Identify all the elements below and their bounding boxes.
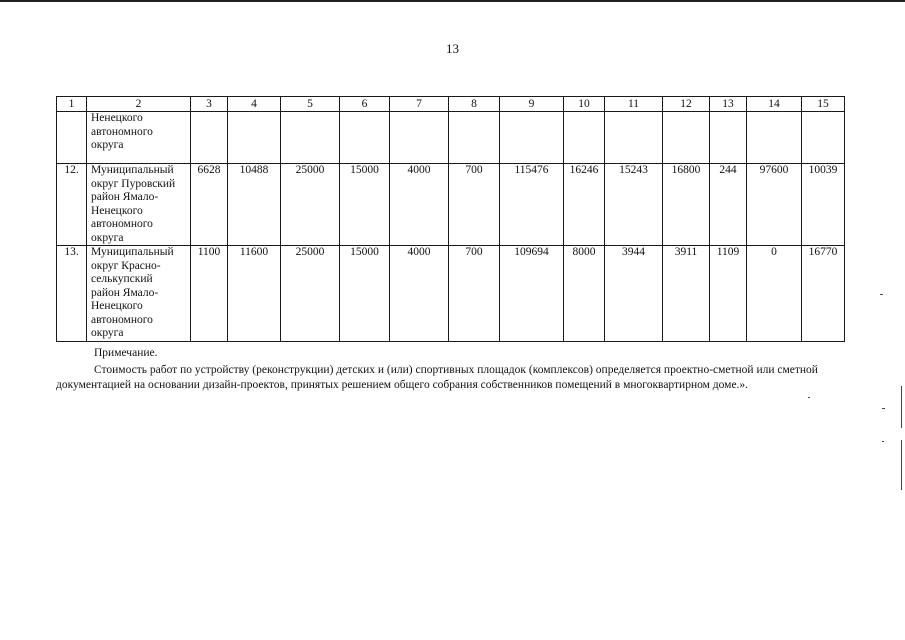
value-cell: 15000 bbox=[340, 164, 390, 246]
column-number-header: 15 bbox=[802, 97, 845, 112]
table-row bbox=[57, 164, 845, 246]
municipality-name-line: округ Пуровский bbox=[91, 177, 176, 190]
scan-speck bbox=[901, 386, 902, 428]
column-number-header: 8 bbox=[449, 97, 500, 112]
municipality-name-line: Муниципальный bbox=[91, 164, 174, 176]
value-cell: 15243 bbox=[605, 164, 663, 246]
municipality-name-line: округа bbox=[91, 231, 124, 244]
value-cell: 10039 bbox=[802, 164, 845, 246]
municipality-name-cell bbox=[87, 246, 191, 342]
municipality-name-line: округа bbox=[91, 139, 124, 151]
municipality-name-line: район Ямало- bbox=[91, 286, 159, 299]
scan-speck bbox=[882, 408, 885, 409]
column-number-header: 3 bbox=[191, 97, 228, 112]
value-cell bbox=[340, 112, 390, 164]
value-cell bbox=[191, 112, 228, 164]
value-cell: 244 bbox=[710, 164, 747, 246]
value-cell: 3944 bbox=[605, 246, 663, 342]
value-cell: 700 bbox=[449, 164, 500, 246]
table-header-row bbox=[57, 97, 845, 112]
municipality-name-line: округа bbox=[91, 327, 124, 339]
municipality-name-line: селькупский bbox=[91, 273, 153, 285]
column-number-header: 5 bbox=[281, 97, 340, 112]
column-number-header: 2 bbox=[87, 97, 191, 112]
row-number-cell: 13. bbox=[57, 246, 87, 342]
municipality-name-line: автономного bbox=[91, 218, 153, 230]
scan-speck bbox=[882, 441, 884, 442]
page-number: 13 bbox=[446, 41, 459, 56]
value-cell bbox=[500, 112, 564, 164]
municipality-name-line: автономного bbox=[91, 313, 153, 326]
value-cell: 16770 bbox=[802, 246, 845, 342]
value-cell: 4000 bbox=[390, 164, 449, 246]
value-cell: 16800 bbox=[663, 164, 710, 246]
column-number-header: 4 bbox=[228, 97, 281, 112]
column-number-header: 11 bbox=[605, 97, 663, 112]
municipality-name-cell bbox=[87, 112, 191, 164]
value-cell: 0 bbox=[747, 246, 802, 342]
column-number-header: 10 bbox=[564, 97, 605, 112]
column-number-header: 9 bbox=[500, 97, 564, 112]
column-number-header: 1 bbox=[57, 97, 87, 112]
value-cell: 1109 bbox=[710, 246, 747, 342]
column-number-header: 12 bbox=[663, 97, 710, 112]
value-cell bbox=[802, 112, 845, 164]
table-row bbox=[57, 246, 845, 342]
scan-speck bbox=[880, 294, 883, 295]
value-cell bbox=[281, 112, 340, 164]
column-number-header: 7 bbox=[390, 97, 449, 112]
value-cell bbox=[710, 112, 747, 164]
column-number-header: 13 bbox=[710, 97, 747, 112]
value-cell: 97600 bbox=[747, 164, 802, 246]
data-table bbox=[56, 96, 845, 342]
value-cell: 700 bbox=[449, 246, 500, 342]
scan-speck bbox=[808, 397, 810, 398]
value-cell bbox=[564, 112, 605, 164]
value-cell bbox=[747, 112, 802, 164]
value-cell: 11600 bbox=[228, 246, 281, 342]
column-number-header: 6 bbox=[340, 97, 390, 112]
value-cell: 15000 bbox=[340, 246, 390, 342]
value-cell bbox=[663, 112, 710, 164]
value-cell: 10488 bbox=[228, 164, 281, 246]
value-cell: 1100 bbox=[191, 246, 228, 342]
column-number-header: 14 bbox=[747, 97, 802, 112]
value-cell bbox=[605, 112, 663, 164]
municipality-name-line: Ненецкого bbox=[91, 300, 143, 312]
scan-top-edge bbox=[0, 0, 905, 2]
value-cell: 6628 bbox=[191, 164, 228, 246]
value-cell bbox=[449, 112, 500, 164]
value-cell: 8000 bbox=[564, 246, 605, 342]
municipality-name-line: район Ямало- bbox=[91, 191, 159, 203]
municipality-name-cell bbox=[87, 164, 191, 246]
value-cell: 4000 bbox=[390, 246, 449, 342]
municipality-name-line: Ненецкого bbox=[91, 112, 143, 124]
municipality-name-line: Муниципальный bbox=[91, 246, 174, 258]
row-number-cell bbox=[57, 112, 87, 164]
row-number-cell: 12. bbox=[57, 164, 87, 246]
value-cell: 109694 bbox=[500, 246, 564, 342]
municipality-name-line: автономного bbox=[91, 125, 153, 138]
value-cell: 115476 bbox=[500, 164, 564, 246]
municipality-name-line: Ненецкого bbox=[91, 204, 143, 217]
value-cell bbox=[390, 112, 449, 164]
municipality-name-line: округ Красно- bbox=[91, 259, 161, 272]
value-cell: 16246 bbox=[564, 164, 605, 246]
scan-speck bbox=[901, 440, 902, 490]
value-cell: 3911 bbox=[663, 246, 710, 342]
value-cell bbox=[228, 112, 281, 164]
table-row bbox=[57, 112, 845, 164]
note-title: Примечание. bbox=[94, 347, 158, 359]
note-text: Стоимость работ по устройству (реконструкции) детских и (или) спортивных площадок (комплексов) определяется проектно-сметной или сметной документацией на основании дизайн-проектов, принятых решением общего собрания собственников помещений в многоквартирном доме.». bbox=[56, 364, 818, 391]
value-cell: 25000 bbox=[281, 164, 340, 246]
value-cell: 25000 bbox=[281, 246, 340, 342]
